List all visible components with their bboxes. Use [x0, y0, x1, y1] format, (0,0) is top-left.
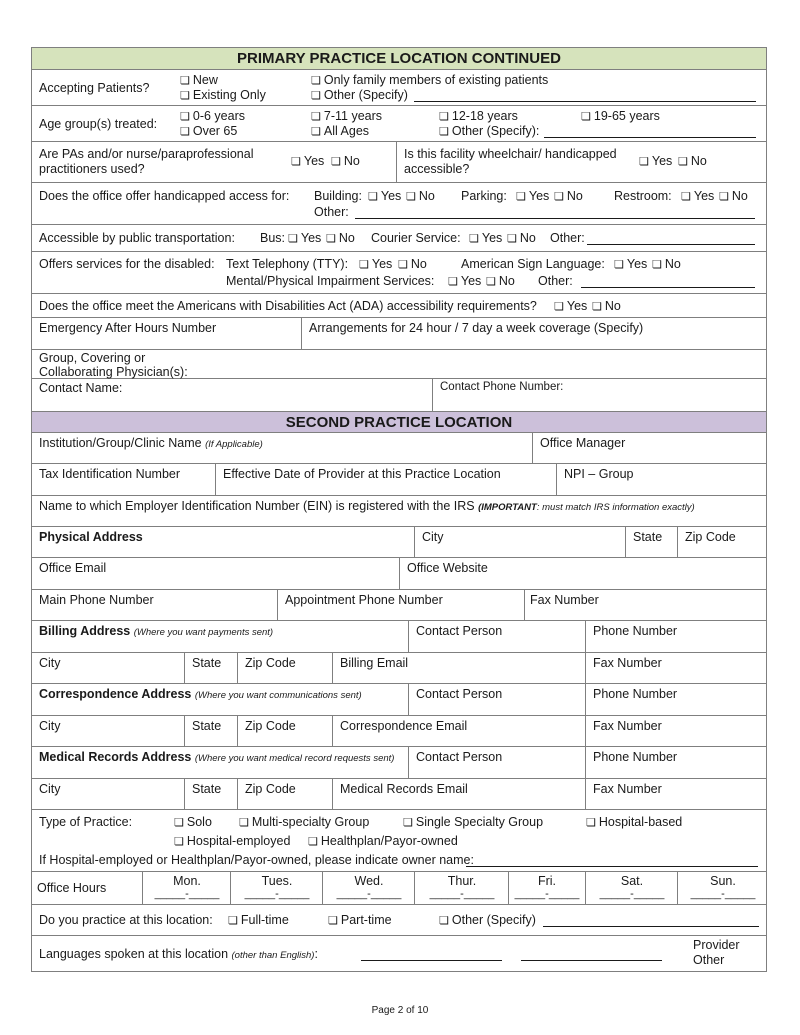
pas-label-2: practitioners used?: [39, 162, 145, 176]
correspondence-fax-label: Fax Number: [593, 719, 662, 733]
correspondence-state-label: State: [192, 719, 222, 733]
handicap-restroom-label: Restroom:: [614, 189, 672, 203]
billing-city-label[interactable]: City: [39, 656, 61, 670]
credentialing-form: [31, 47, 767, 972]
records-phone-label: Phone Number: [593, 750, 678, 764]
tin-label[interactable]: Tax Identification Number: [39, 467, 181, 481]
contact-phone-cell[interactable]: [432, 379, 766, 411]
billing-address-label[interactable]: [39, 624, 273, 638]
ada-yes-checkbox[interactable]: ❏ Yes: [554, 299, 587, 313]
ein-row[interactable]: [32, 496, 766, 527]
billing-email-label: Billing Email: [340, 656, 409, 670]
hospital-based-checkbox[interactable]: ❏ Hospital-based: [586, 815, 682, 829]
accepting-patients-row: [32, 70, 766, 106]
age-label: Age group(s) treated:: [39, 117, 158, 131]
disabled-label: Offers services for the disabled:: [39, 257, 215, 271]
correspondence-fax-cell[interactable]: [585, 716, 766, 746]
mental-yes-checkbox[interactable]: ❏ Yes: [448, 274, 481, 288]
records-fax-label: Fax Number: [593, 782, 662, 796]
records-hint: (Where you want medical record requests sent): [194, 753, 395, 764]
bus-label: Bus:: [260, 231, 286, 245]
page-number: Page 2 of 10: [371, 1005, 429, 1016]
records-zip-cell[interactable]: [237, 779, 332, 809]
restroom-no-checkbox[interactable]: ❏ No: [719, 189, 748, 203]
hours-sat-cell[interactable]: [585, 872, 677, 904]
correspondence-address-row: [32, 684, 766, 716]
disabled-other-label: Other:: [538, 274, 573, 288]
wheelchair-yes-checkbox[interactable]: ❏ Yes: [639, 154, 672, 168]
emergency-label[interactable]: Emergency After Hours Number: [39, 321, 217, 335]
correspondence-phone-cell[interactable]: [585, 684, 766, 715]
hours-sun-line[interactable]: _____-_____: [690, 888, 756, 900]
bus-no-checkbox[interactable]: ❏ No: [326, 231, 355, 245]
hospital-employed-checkbox[interactable]: ❏ Hospital-employed: [174, 834, 290, 848]
ein-important: (IMPORTANT: [478, 502, 537, 513]
practice-type-row: [32, 810, 766, 872]
records-fax-cell[interactable]: [585, 779, 766, 809]
group-physicians-row[interactable]: [32, 350, 766, 379]
records-contact-cell[interactable]: [408, 747, 585, 778]
hours-tue-line[interactable]: _____-_____: [244, 888, 310, 900]
physical-state-cell[interactable]: [625, 527, 677, 557]
wheelchair-label-1: Is this facility wheelchair/ handicapped: [404, 147, 617, 161]
accepting-other-checkbox[interactable]: ❏ Other (Specify): [311, 88, 408, 102]
effective-date-cell[interactable]: [215, 464, 556, 495]
physical-zip-label: Zip Code: [685, 530, 736, 544]
correspondence-city-label[interactable]: City: [39, 719, 61, 733]
ein-note: : must match IRS information exactly): [536, 502, 695, 513]
billing-email-cell[interactable]: [332, 653, 585, 683]
physical-address-row: [32, 527, 766, 558]
building-yes-checkbox[interactable]: ❏ Yes: [368, 189, 401, 203]
accepting-family-checkbox[interactable]: ❏ Only family members of existing patients: [311, 73, 548, 87]
parking-yes-checkbox[interactable]: ❏ Yes: [516, 189, 549, 203]
tty-label: Text Telephony (TTY):: [226, 257, 349, 271]
mental-label: Mental/Physical Impairment Services:: [226, 274, 435, 288]
correspondence-address-label[interactable]: [39, 687, 362, 701]
public-transport-row: [32, 225, 766, 252]
parking-no-checkbox[interactable]: ❏ No: [554, 189, 583, 203]
pas-yes-checkbox[interactable]: ❏ Yes: [291, 154, 324, 168]
wheelchair-label-2: accessible?: [404, 162, 470, 176]
physical-city-label: City: [422, 530, 444, 544]
ada-no-checkbox[interactable]: ❏ No: [592, 299, 621, 313]
billing-state-cell[interactable]: [184, 653, 237, 683]
asl-label: American Sign Language:: [461, 257, 605, 271]
wheelchair-cell: [396, 142, 766, 182]
main-phone-label[interactable]: Main Phone Number: [39, 593, 154, 607]
practice-other-checkbox[interactable]: ❏ Other (Specify): [439, 913, 536, 927]
hours-sun-cell[interactable]: [677, 872, 766, 904]
age-all-checkbox[interactable]: ❏ All Ages: [311, 124, 369, 138]
hours-mon-line[interactable]: _____-_____: [154, 888, 220, 900]
records-state-label: State: [192, 782, 222, 796]
fax-label: Fax Number: [530, 593, 599, 607]
handicap-label: Does the office offer handicapped access for:: [39, 189, 290, 203]
billing-contact-label: Contact Person: [416, 624, 503, 638]
hours-mon-cell[interactable]: [142, 872, 230, 904]
appointment-phone-cell[interactable]: [277, 590, 524, 620]
correspondence-email-label: Correspondence Email: [340, 719, 468, 733]
other-label: Other: [693, 953, 725, 967]
age-over65-checkbox[interactable]: ❏ Over 65: [180, 124, 237, 138]
billing-zip-cell[interactable]: [237, 653, 332, 683]
handicap-building-label: Building:: [314, 189, 362, 203]
correspondence-city-row: [32, 716, 766, 747]
day-label: Tues.: [261, 874, 293, 888]
correspondence-contact-label: Contact Person: [416, 687, 503, 701]
billing-hint: (Where you want payments sent): [133, 627, 274, 638]
hours-wed-line[interactable]: _____-_____: [336, 888, 402, 900]
age-other-checkbox[interactable]: ❏ Other (Specify):: [439, 124, 539, 138]
handicap-other-line[interactable]: [355, 207, 755, 219]
accepting-label: Accepting Patients?: [39, 81, 150, 95]
email-row: [32, 558, 766, 590]
languages-label: [39, 947, 318, 961]
other-language-line[interactable]: [521, 949, 662, 961]
accepting-new-checkbox[interactable]: ❏ New: [180, 73, 218, 87]
contact-phone-label: Contact Phone Number:: [440, 381, 564, 393]
courier-yes-checkbox[interactable]: ❏ Yes: [469, 231, 502, 245]
pas-wheelchair-row: [32, 142, 766, 183]
arrangements-cell[interactable]: [301, 318, 766, 349]
multi-specialty-checkbox[interactable]: ❏ Multi-specialty Group: [239, 815, 369, 829]
tty-no-checkbox[interactable]: ❏ No: [398, 257, 427, 271]
correspondence-contact-cell[interactable]: [408, 684, 585, 715]
appointment-phone-label: Appointment Phone Number: [285, 593, 443, 607]
physical-address-label[interactable]: Physical Address: [39, 530, 143, 544]
records-phone-cell[interactable]: [585, 747, 766, 778]
age-7-11-checkbox[interactable]: ❏ 7-11 years: [311, 109, 382, 123]
ein-label: [39, 499, 695, 513]
languages-label-text: Languages spoken at this location: [39, 947, 229, 961]
correspondence-state-cell[interactable]: [184, 716, 237, 746]
age-12-18-checkbox[interactable]: ❏ 12-18 years: [439, 109, 518, 123]
institution-label[interactable]: [39, 436, 263, 450]
bus-yes-checkbox[interactable]: ❏ Yes: [288, 231, 321, 245]
building-no-checkbox[interactable]: ❏ No: [406, 189, 435, 203]
records-email-label: Medical Records Email: [340, 782, 468, 796]
billing-phone-cell[interactable]: [585, 621, 766, 652]
correspondence-zip-label: Zip Code: [245, 719, 296, 733]
pas-no-checkbox[interactable]: ❏ No: [331, 154, 360, 168]
accepting-other-line[interactable]: [414, 90, 756, 102]
office-manager-label: Office Manager: [540, 436, 626, 450]
practice-here-label: Do you practice at this location:: [39, 913, 213, 927]
correspondence-label-text: Correspondence Address: [39, 687, 192, 701]
records-city-label[interactable]: City: [39, 782, 61, 796]
emergency-row: [32, 318, 766, 350]
provider-label: Provider: [693, 938, 740, 952]
group-label-2: Collaborating Physician(s):: [39, 365, 188, 379]
billing-fax-label: Fax Number: [593, 656, 662, 670]
billing-label-text: Billing Address: [39, 624, 131, 638]
age-0-6-checkbox[interactable]: ❏ 0-6 years: [180, 109, 245, 123]
ada-row: [32, 294, 766, 318]
handicap-access-row: [32, 183, 766, 225]
institution-hint: (If Applicable): [205, 439, 263, 450]
restroom-yes-checkbox[interactable]: ❏ Yes: [681, 189, 714, 203]
accepting-existing-checkbox[interactable]: ❏ Existing Only: [180, 88, 266, 102]
records-contact-label: Contact Person: [416, 750, 503, 764]
hours-thu-cell[interactable]: [414, 872, 508, 904]
single-specialty-checkbox[interactable]: ❏ Single Specialty Group: [403, 815, 543, 829]
billing-zip-label: Zip Code: [245, 656, 296, 670]
day-label: Wed.: [354, 874, 384, 888]
billing-address-row: [32, 621, 766, 653]
institution-label-text: Institution/Group/Clinic Name: [39, 436, 202, 450]
group-label-1: Group, Covering or: [39, 351, 146, 365]
physical-city-cell[interactable]: [414, 527, 625, 557]
contact-row: [32, 379, 766, 412]
hours-sat-line[interactable]: _____-_____: [599, 888, 665, 900]
transport-label: Accessible by public transportation:: [39, 231, 235, 245]
billing-state-label: State: [192, 656, 222, 670]
full-time-checkbox[interactable]: ❏ Full-time: [228, 913, 289, 927]
correspondence-email-cell[interactable]: [332, 716, 585, 746]
solo-checkbox[interactable]: ❏ Solo: [174, 815, 212, 829]
physical-zip-cell[interactable]: [677, 527, 766, 557]
asl-no-checkbox[interactable]: ❏ No: [652, 257, 681, 271]
practice-type-label: Type of Practice:: [39, 815, 133, 829]
npi-group-cell[interactable]: [556, 464, 766, 495]
records-zip-label: Zip Code: [245, 782, 296, 796]
office-website-label: Office Website: [407, 561, 488, 575]
owner-line[interactable]: [466, 855, 758, 867]
records-state-cell[interactable]: [184, 779, 237, 809]
practice-other-line[interactable]: [543, 915, 759, 927]
billing-phone-label: Phone Number: [593, 624, 678, 638]
records-address-row: [32, 747, 766, 779]
billing-city-row: [32, 653, 766, 684]
website-cell[interactable]: [399, 558, 766, 589]
transport-other-label: Other:: [550, 231, 585, 245]
effective-date-label: Effective Date of Provider at this Practice Location: [223, 467, 501, 481]
hours-fri-line[interactable]: _____-_____: [514, 888, 580, 900]
records-city-row: [32, 779, 766, 810]
asl-yes-checkbox[interactable]: ❏ Yes: [614, 257, 647, 271]
transport-other-line[interactable]: [587, 233, 755, 245]
records-label-text: Medical Records Address: [39, 750, 192, 764]
records-address-label[interactable]: [39, 750, 394, 764]
office-hours-row: [32, 872, 766, 905]
hours-wed-cell[interactable]: [322, 872, 414, 904]
institution-row: [32, 433, 766, 464]
fax-cell[interactable]: [524, 590, 766, 620]
second-location-header: [32, 412, 766, 433]
courier-no-checkbox[interactable]: ❏ No: [507, 231, 536, 245]
handicap-other-label: Other:: [314, 205, 349, 219]
age-groups-row: [32, 106, 766, 142]
healthplan-checkbox[interactable]: ❏ Healthplan/Payor-owned: [308, 834, 458, 848]
age-19-65-checkbox[interactable]: ❏ 19-65 years: [581, 109, 660, 123]
practice-here-row: [32, 905, 766, 936]
ein-label-text: Name to which Employer Identification Number (EIN) is registered with the IRS: [39, 499, 475, 513]
pas-label-1: Are PAs and/or nurse/paraprofessional: [39, 147, 254, 161]
day-label: Sun.: [710, 874, 736, 888]
hours-thu-line[interactable]: _____-_____: [429, 888, 495, 900]
correspondence-zip-cell[interactable]: [237, 716, 332, 746]
arrangements-label: Arrangements for 24 hour / 7 day a week coverage (Specify): [309, 321, 644, 335]
billing-contact-cell[interactable]: [408, 621, 585, 652]
office-hours-label: Office Hours: [37, 881, 107, 895]
languages-colon: :: [314, 947, 318, 961]
wheelchair-no-checkbox[interactable]: ❏ No: [678, 154, 707, 168]
day-label: Thur.: [447, 874, 477, 888]
correspondence-hint: (Where you want communications sent): [194, 690, 362, 701]
tty-yes-checkbox[interactable]: ❏ Yes: [359, 257, 392, 271]
tax-row: [32, 464, 766, 496]
phones-row: [32, 590, 766, 621]
section-title: SECOND PRACTICE LOCATION: [285, 414, 513, 431]
physical-state-label: State: [633, 530, 663, 544]
ada-label: Does the office meet the Americans with Disabilities Act (ADA) accessibility requirements?: [39, 299, 537, 313]
records-email-cell[interactable]: [332, 779, 585, 809]
section-title: PRIMARY PRACTICE LOCATION CONTINUED: [237, 50, 561, 67]
office-manager-cell[interactable]: [532, 433, 766, 463]
courier-label: Courier Service:: [371, 231, 461, 245]
day-label: Sat.: [620, 874, 644, 888]
day-label: Fri.: [537, 874, 557, 888]
hours-tue-cell[interactable]: [230, 872, 322, 904]
correspondence-phone-label: Phone Number: [593, 687, 678, 701]
age-other-line[interactable]: [544, 126, 756, 138]
npi-group-label: NPI – Group: [564, 467, 634, 481]
day-label: Mon.: [173, 874, 201, 888]
part-time-checkbox[interactable]: ❏ Part-time: [328, 913, 392, 927]
office-email-label[interactable]: Office Email: [39, 561, 107, 575]
contact-name-label[interactable]: Contact Name:: [39, 381, 123, 395]
owner-label: If Hospital-employed or Healthplan/Payor-owned, please indicate owner name:: [39, 853, 474, 867]
billing-fax-cell[interactable]: [585, 653, 766, 683]
primary-continued-header: [32, 48, 766, 70]
languages-hint: (other than English): [231, 950, 315, 961]
disabled-services-row: [32, 252, 766, 294]
handicap-parking-label: Parking:: [461, 189, 507, 203]
provider-language-line[interactable]: [361, 949, 502, 961]
mental-no-checkbox[interactable]: ❏ No: [486, 274, 515, 288]
disabled-other-line[interactable]: [581, 276, 755, 288]
hours-fri-cell[interactable]: [508, 872, 585, 904]
languages-row: [32, 936, 766, 971]
